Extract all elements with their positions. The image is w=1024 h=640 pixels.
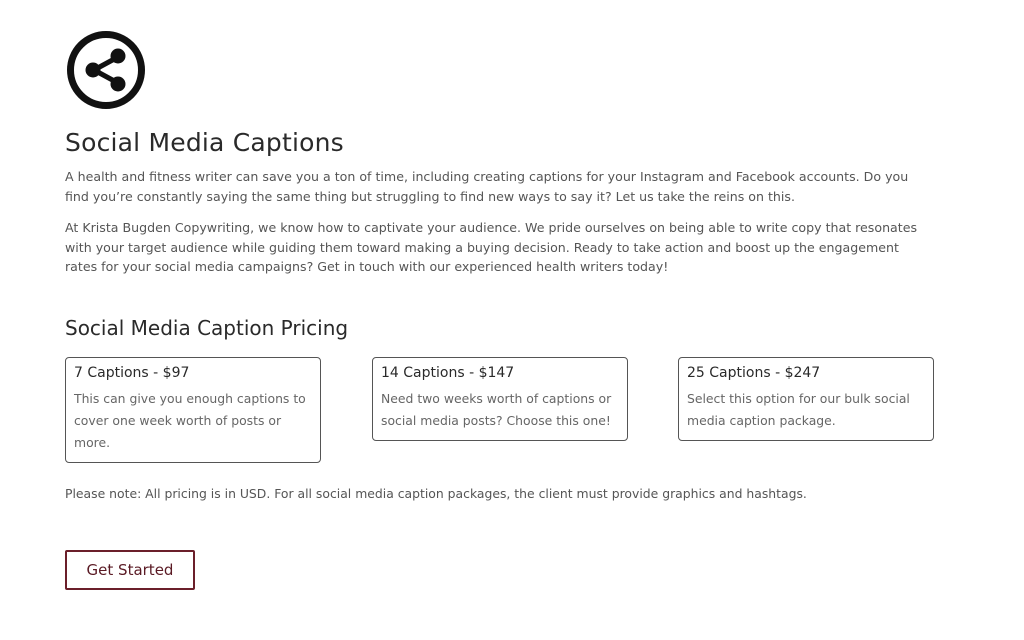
pricing-card-description: This can give you enough captions to cover one week worth of posts or more. [74,391,306,450]
pricing-card-14-captions [372,357,628,441]
pricing-card-25-captions [678,357,934,441]
pricing-section-title: Social Media Caption Pricing [65,316,349,340]
pricing-card-description: Need two weeks worth of captions or social media posts? Choose this one! [381,391,612,428]
pricing-card-7-captions [65,357,321,463]
pricing-note: Please note: All pricing is in USD. For all social media caption packages, the client must provide graphics and hashtags. [65,486,807,501]
pricing-card-title: 7 Captions - $97 [74,365,190,381]
intro-paragraph: A health and fitness writer can save you a ton of time, including creating captions for your Instagram and Facebook accounts. Do you find you’re constantly saying the same thing but struggling to find new ways to say it? Let us take the reins on this. [65,169,909,204]
get-started-button[interactable]: Get Started [65,550,195,590]
pricing-card-title: 25 Captions - $247 [687,365,821,381]
page-title: Social Media Captions [65,128,344,157]
pricing-card-title: 14 Captions - $147 [381,365,515,381]
pricing-card-description: Select this option for our bulk social media caption package. [687,391,910,428]
share-icon [66,30,146,110]
about-paragraph: At Krista Bugden Copywriting, we know how to captivate your audience. We pride ourselves on being able to write copy that resonates with your target audience while guiding them toward making a buying decision. Ready to take action and boost up the engagement rates for your social media campaigns? Get in touch with our experienced health writers today! [65,220,918,274]
